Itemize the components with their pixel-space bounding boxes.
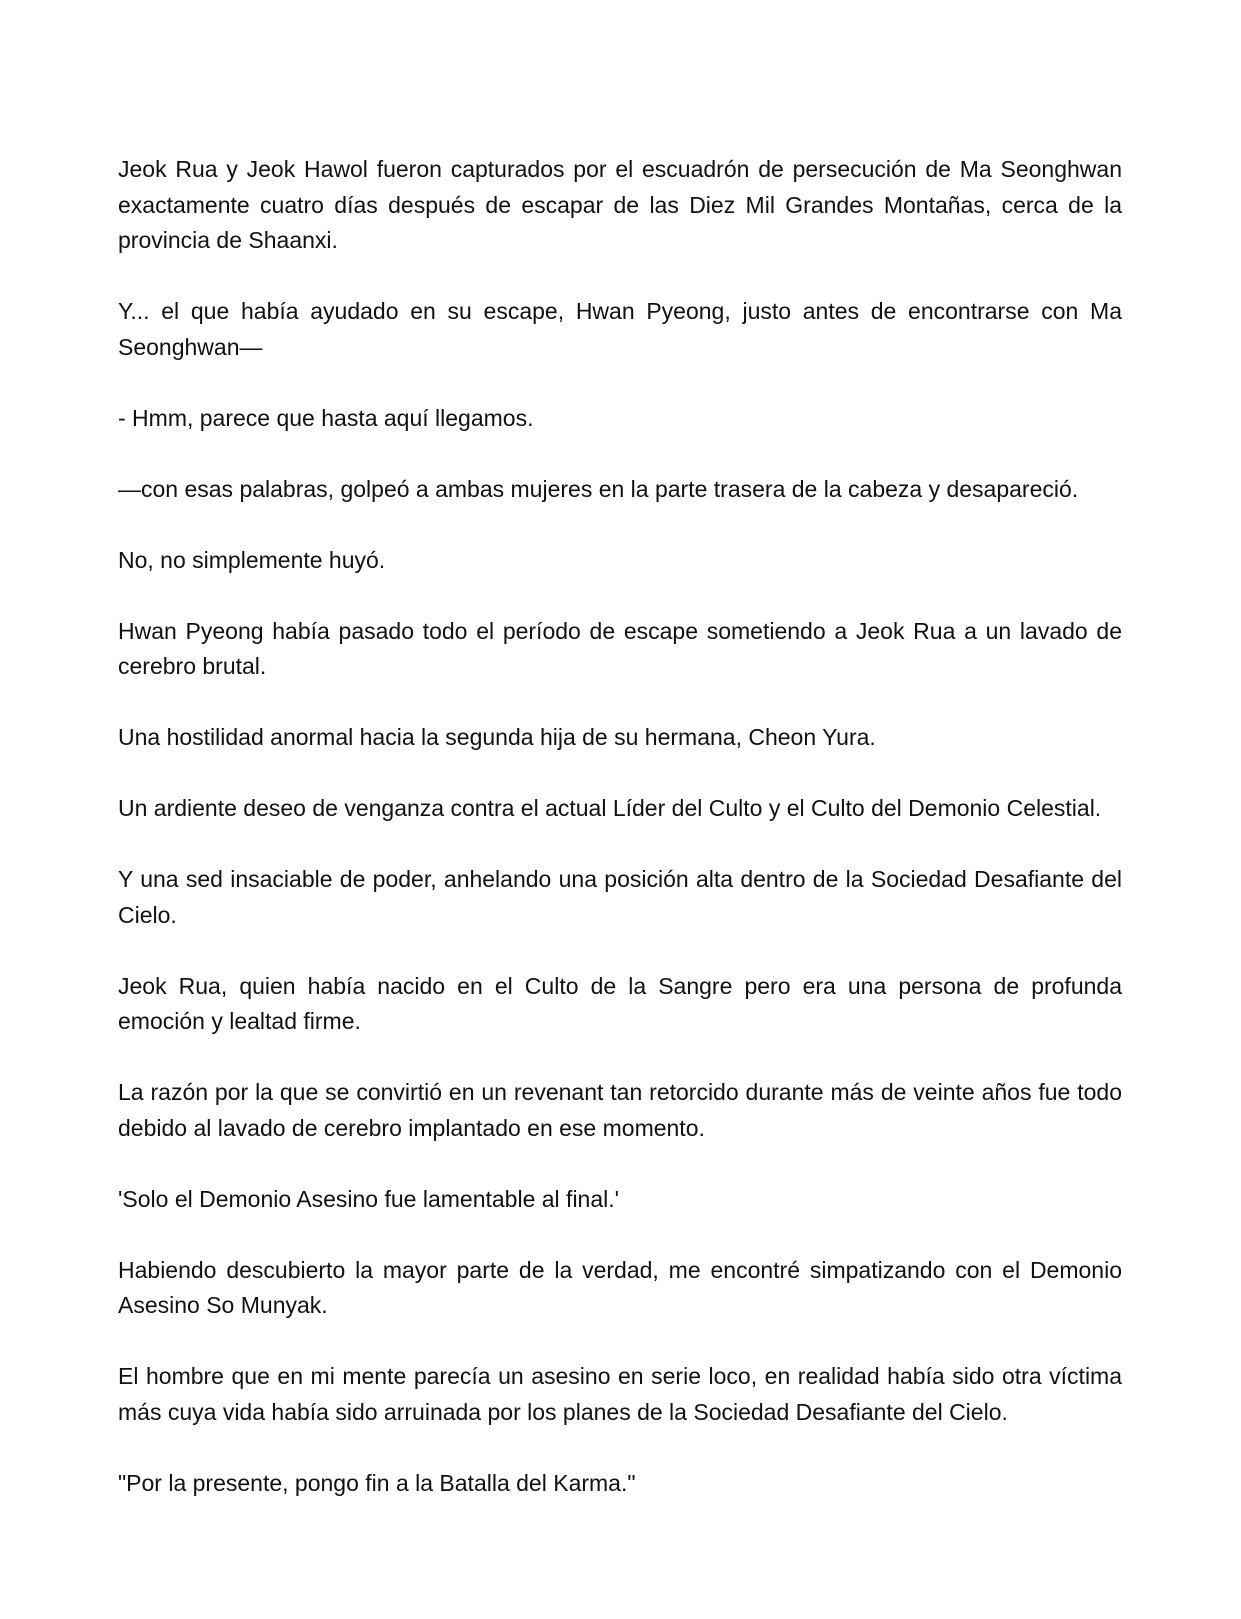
paragraph: No, no simplemente huyó. [118,546,386,573]
paragraph: Y una sed insaciable de poder, anhelando una posición alta dentro de la Sociedad Desafiante del Cielo. [118,866,1122,928]
paragraph: Y... el que había ayudado en su escape, Hwan Pyeong, justo antes de encontrarse con Ma Seonghwan— [118,298,1122,360]
paragraph: Hwan Pyeong había pasado todo el período de escape sometiendo a Jeok Rua a un lavado de cerebro brutal. [118,617,1122,679]
paragraph: - Hmm, parece que hasta aquí llegamos. [118,404,534,431]
paragraph: La razón por la que se convirtió en un revenant tan retorcido durante más de veinte años fue todo debido al lavado de cerebro implantado en ese momento. [118,1079,1122,1141]
paragraph: El hombre que en mi mente parecía un asesino en serie loco, en realidad había sido otra víctima más cuya vida había sido arruinada por los planes de la Sociedad Desafiante del Cielo. [118,1363,1122,1425]
paragraph: Un ardiente deseo de venganza contra el actual Líder del Culto y el Culto del Demonio Celestial. [118,795,1102,821]
paragraph: Una hostilidad anormal hacia la segunda hija de su hermana, Cheon Yura. [118,724,876,750]
paragraph: Jeok Rua, quien había nacido en el Culto de la Sangre pero era una persona de profunda emoción y lealtad firme. [118,972,1122,1034]
document-body [118,152,1122,1537]
paragraph: "Por la presente, pongo fin a la Batalla del Karma." [118,1469,636,1496]
paragraph: Habiendo descubierto la mayor parte de la verdad, me encontré simpatizando con el Demonio Asesino So Munyak. [118,1256,1122,1318]
paragraph: Jeok Rua y Jeok Hawol fueron capturados por el escuadrón de persecución de Ma Seonghwan exactamente cuatro días después de escapar de las Diez Mil Grandes Montañas, cerca de la provincia de Shaanxi. [118,156,1122,253]
paragraph: —con esas palabras, golpeó a ambas mujeres en la parte trasera de la cabeza y desapareció. [118,475,1079,502]
paragraph: 'Solo el Demonio Asesino fue lamentable al final.' [118,1185,620,1212]
